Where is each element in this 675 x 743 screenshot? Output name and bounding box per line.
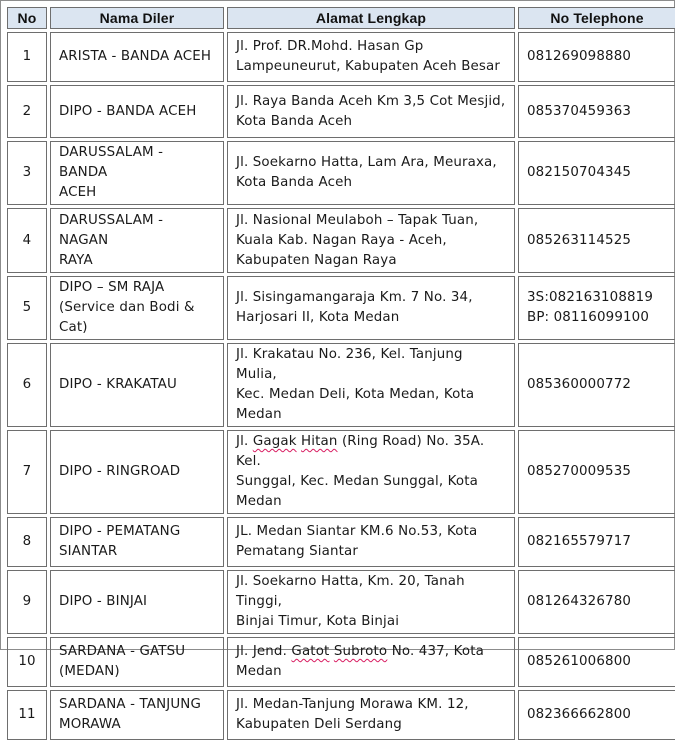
cell-no: 9 <box>7 570 47 634</box>
cell-line: DARUSSALAM - BANDA <box>59 145 164 180</box>
spellcheck-marked-word: Gatot <box>291 644 330 659</box>
spellcheck-marked-word: Subroto <box>333 644 388 659</box>
cell-line: DIPO - BINJAI <box>59 594 148 609</box>
cell-line: (Service dan Bodi & Cat) <box>59 300 195 335</box>
cell-phone <box>518 690 675 740</box>
cell-address <box>227 430 515 514</box>
table-row <box>7 85 675 138</box>
cell-address <box>227 32 515 82</box>
cell-line: Jl. Nasional Meulaboh – Tapak Tuan, <box>236 212 479 228</box>
cell-line: 081269098880 <box>527 49 632 64</box>
cell-line: 082366662800 <box>527 707 632 722</box>
cell-line: Jl. Sisingamangaraja Km. 7 No. 34, <box>236 290 473 305</box>
cell-dealer-name <box>50 276 224 340</box>
spellcheck-marked-word: Gagak <box>252 434 297 449</box>
header-address: Alamat Lengkap <box>227 7 515 29</box>
cell-line: Jl. Soekarno Hatta, Lam Ara, Meuraxa, <box>236 155 497 170</box>
cell-line: BP: 08116099100 <box>527 310 649 325</box>
cell-address <box>227 690 515 740</box>
cell-phone <box>518 517 675 567</box>
cell-line: JL. Medan Siantar KM.6 No.53, Kota <box>236 524 478 539</box>
cell-line: DIPO - PEMATANG <box>59 524 181 539</box>
cell-line: 081264326780 <box>527 594 632 609</box>
cell-line: Medan <box>236 494 282 509</box>
cell-line: DIPO - KRAKATAU <box>59 377 177 392</box>
table-header-row <box>7 7 675 29</box>
cell-line: RAYA <box>59 252 93 268</box>
cell-address <box>227 517 515 567</box>
cell-line: SARDANA - TANJUNG <box>59 697 201 712</box>
cell-line: Jl. Jend. Gatot Subroto No. 437, Kota <box>236 644 485 659</box>
cell-phone <box>518 276 675 340</box>
cell-line: 082165579717 <box>527 534 632 549</box>
table-row <box>7 276 675 340</box>
cell-no: 3 <box>7 141 47 205</box>
table-row <box>7 690 675 740</box>
cell-line: Kota Banda Aceh <box>236 175 353 190</box>
cell-line: Harjosari II, Kota Medan <box>236 310 400 325</box>
cell-line: Lampeuneurut, Kabupaten Aceh Besar <box>236 59 501 74</box>
dealer-table <box>4 4 675 743</box>
spellcheck-marked-word: Hitan <box>301 434 338 449</box>
table-row <box>7 517 675 567</box>
table-row <box>7 637 675 687</box>
cell-line: SARDANA - GATSU <box>59 644 186 659</box>
cell-line: DIPO - RINGROAD <box>59 464 181 479</box>
cell-line: Jl. Prof. DR.Mohd. Hasan Gp <box>236 39 424 54</box>
cell-line: 085263114525 <box>527 232 632 248</box>
cell-line: Kabupaten Nagan Raya <box>236 252 397 268</box>
cell-line: DIPO – SM RAJA <box>59 280 165 295</box>
cell-line: Kec. Medan Deli, Kota Medan, Kota <box>236 387 475 402</box>
cell-dealer-name <box>50 430 224 514</box>
cell-phone <box>518 343 675 427</box>
cell-address <box>227 141 515 205</box>
cell-dealer-name <box>50 637 224 687</box>
cell-phone <box>518 208 675 273</box>
cell-line: Jl. Soekarno Hatta, Km. 20, Tanah Tinggi, <box>236 574 465 609</box>
cell-no: 8 <box>7 517 47 567</box>
cell-line: ACEH <box>59 185 97 200</box>
table-row <box>7 141 675 205</box>
cell-phone <box>518 570 675 634</box>
cell-line: Jl. Gagak Hitan (Ring Road) No. 35A. Kel. <box>236 434 485 469</box>
cell-line: MORAWA <box>59 717 121 732</box>
cell-line: Jl. Raya Banda Aceh Km 3,5 Cot Mesjid, <box>236 93 506 109</box>
table-row <box>7 570 675 634</box>
cell-no: 5 <box>7 276 47 340</box>
cell-address <box>227 343 515 427</box>
cell-line: 085360000772 <box>527 377 632 392</box>
cell-line: Pematang Siantar <box>236 544 359 559</box>
cell-dealer-name <box>50 32 224 82</box>
cell-no: 6 <box>7 343 47 427</box>
cell-phone <box>518 85 675 138</box>
cell-no: 2 <box>7 85 47 138</box>
cell-address <box>227 570 515 634</box>
table-row <box>7 430 675 514</box>
table-row <box>7 343 675 427</box>
cell-address <box>227 637 515 687</box>
cell-dealer-name <box>50 517 224 567</box>
cell-address <box>227 276 515 340</box>
cell-line: Medan <box>236 407 282 422</box>
cell-line: Binjai Timur, Kota Binjai <box>236 614 400 629</box>
cell-line: 082150704345 <box>527 165 632 180</box>
table-row <box>7 32 675 82</box>
cell-line: DARUSSALAM - NAGAN <box>59 212 164 248</box>
cell-line: Kabupaten Deli Serdang <box>236 717 402 732</box>
cell-line: DIPO - BANDA ACEH <box>59 103 197 119</box>
cell-line: Sunggal, Kec. Medan Sunggal, Kota <box>236 474 479 489</box>
cell-line: 085370459363 <box>527 103 632 119</box>
header-no: No <box>7 7 47 29</box>
cell-phone <box>518 32 675 82</box>
cell-line: SIANTAR <box>59 544 118 559</box>
cell-dealer-name <box>50 343 224 427</box>
table-row <box>7 208 675 273</box>
cell-line: Kuala Kab. Nagan Raya - Aceh, <box>236 232 447 248</box>
cell-no: 7 <box>7 430 47 514</box>
cell-phone <box>518 141 675 205</box>
cell-line: Jl. Krakatau No. 236, Kel. Tanjung Mulia, <box>236 347 463 382</box>
cell-line: (MEDAN) <box>59 664 120 679</box>
cell-no: 4 <box>7 208 47 273</box>
header-phone: No Telephone <box>518 7 675 29</box>
cell-address <box>227 85 515 138</box>
cell-dealer-name <box>50 208 224 273</box>
cell-line: Jl. Medan-Tanjung Morawa KM. 12, <box>236 697 469 712</box>
cell-line: 085261006800 <box>527 654 632 669</box>
cell-phone <box>518 637 675 687</box>
header-dealer-name: Nama Diler <box>50 7 224 29</box>
cell-address <box>227 208 515 273</box>
cell-line: Medan <box>236 664 282 679</box>
cell-phone <box>518 430 675 514</box>
cell-dealer-name <box>50 690 224 740</box>
cell-no: 1 <box>7 32 47 82</box>
cell-dealer-name <box>50 570 224 634</box>
cell-line: ARISTA - BANDA ACEH <box>59 49 212 64</box>
cell-dealer-name <box>50 85 224 138</box>
table-body <box>7 32 675 740</box>
cell-line: 3S:082163108819 <box>527 290 654 305</box>
cell-no: 11 <box>7 690 47 740</box>
cell-line: 085270009535 <box>527 464 632 479</box>
cell-no: 10 <box>7 637 47 687</box>
cell-line: Kota Banda Aceh <box>236 113 353 129</box>
cell-dealer-name <box>50 141 224 205</box>
